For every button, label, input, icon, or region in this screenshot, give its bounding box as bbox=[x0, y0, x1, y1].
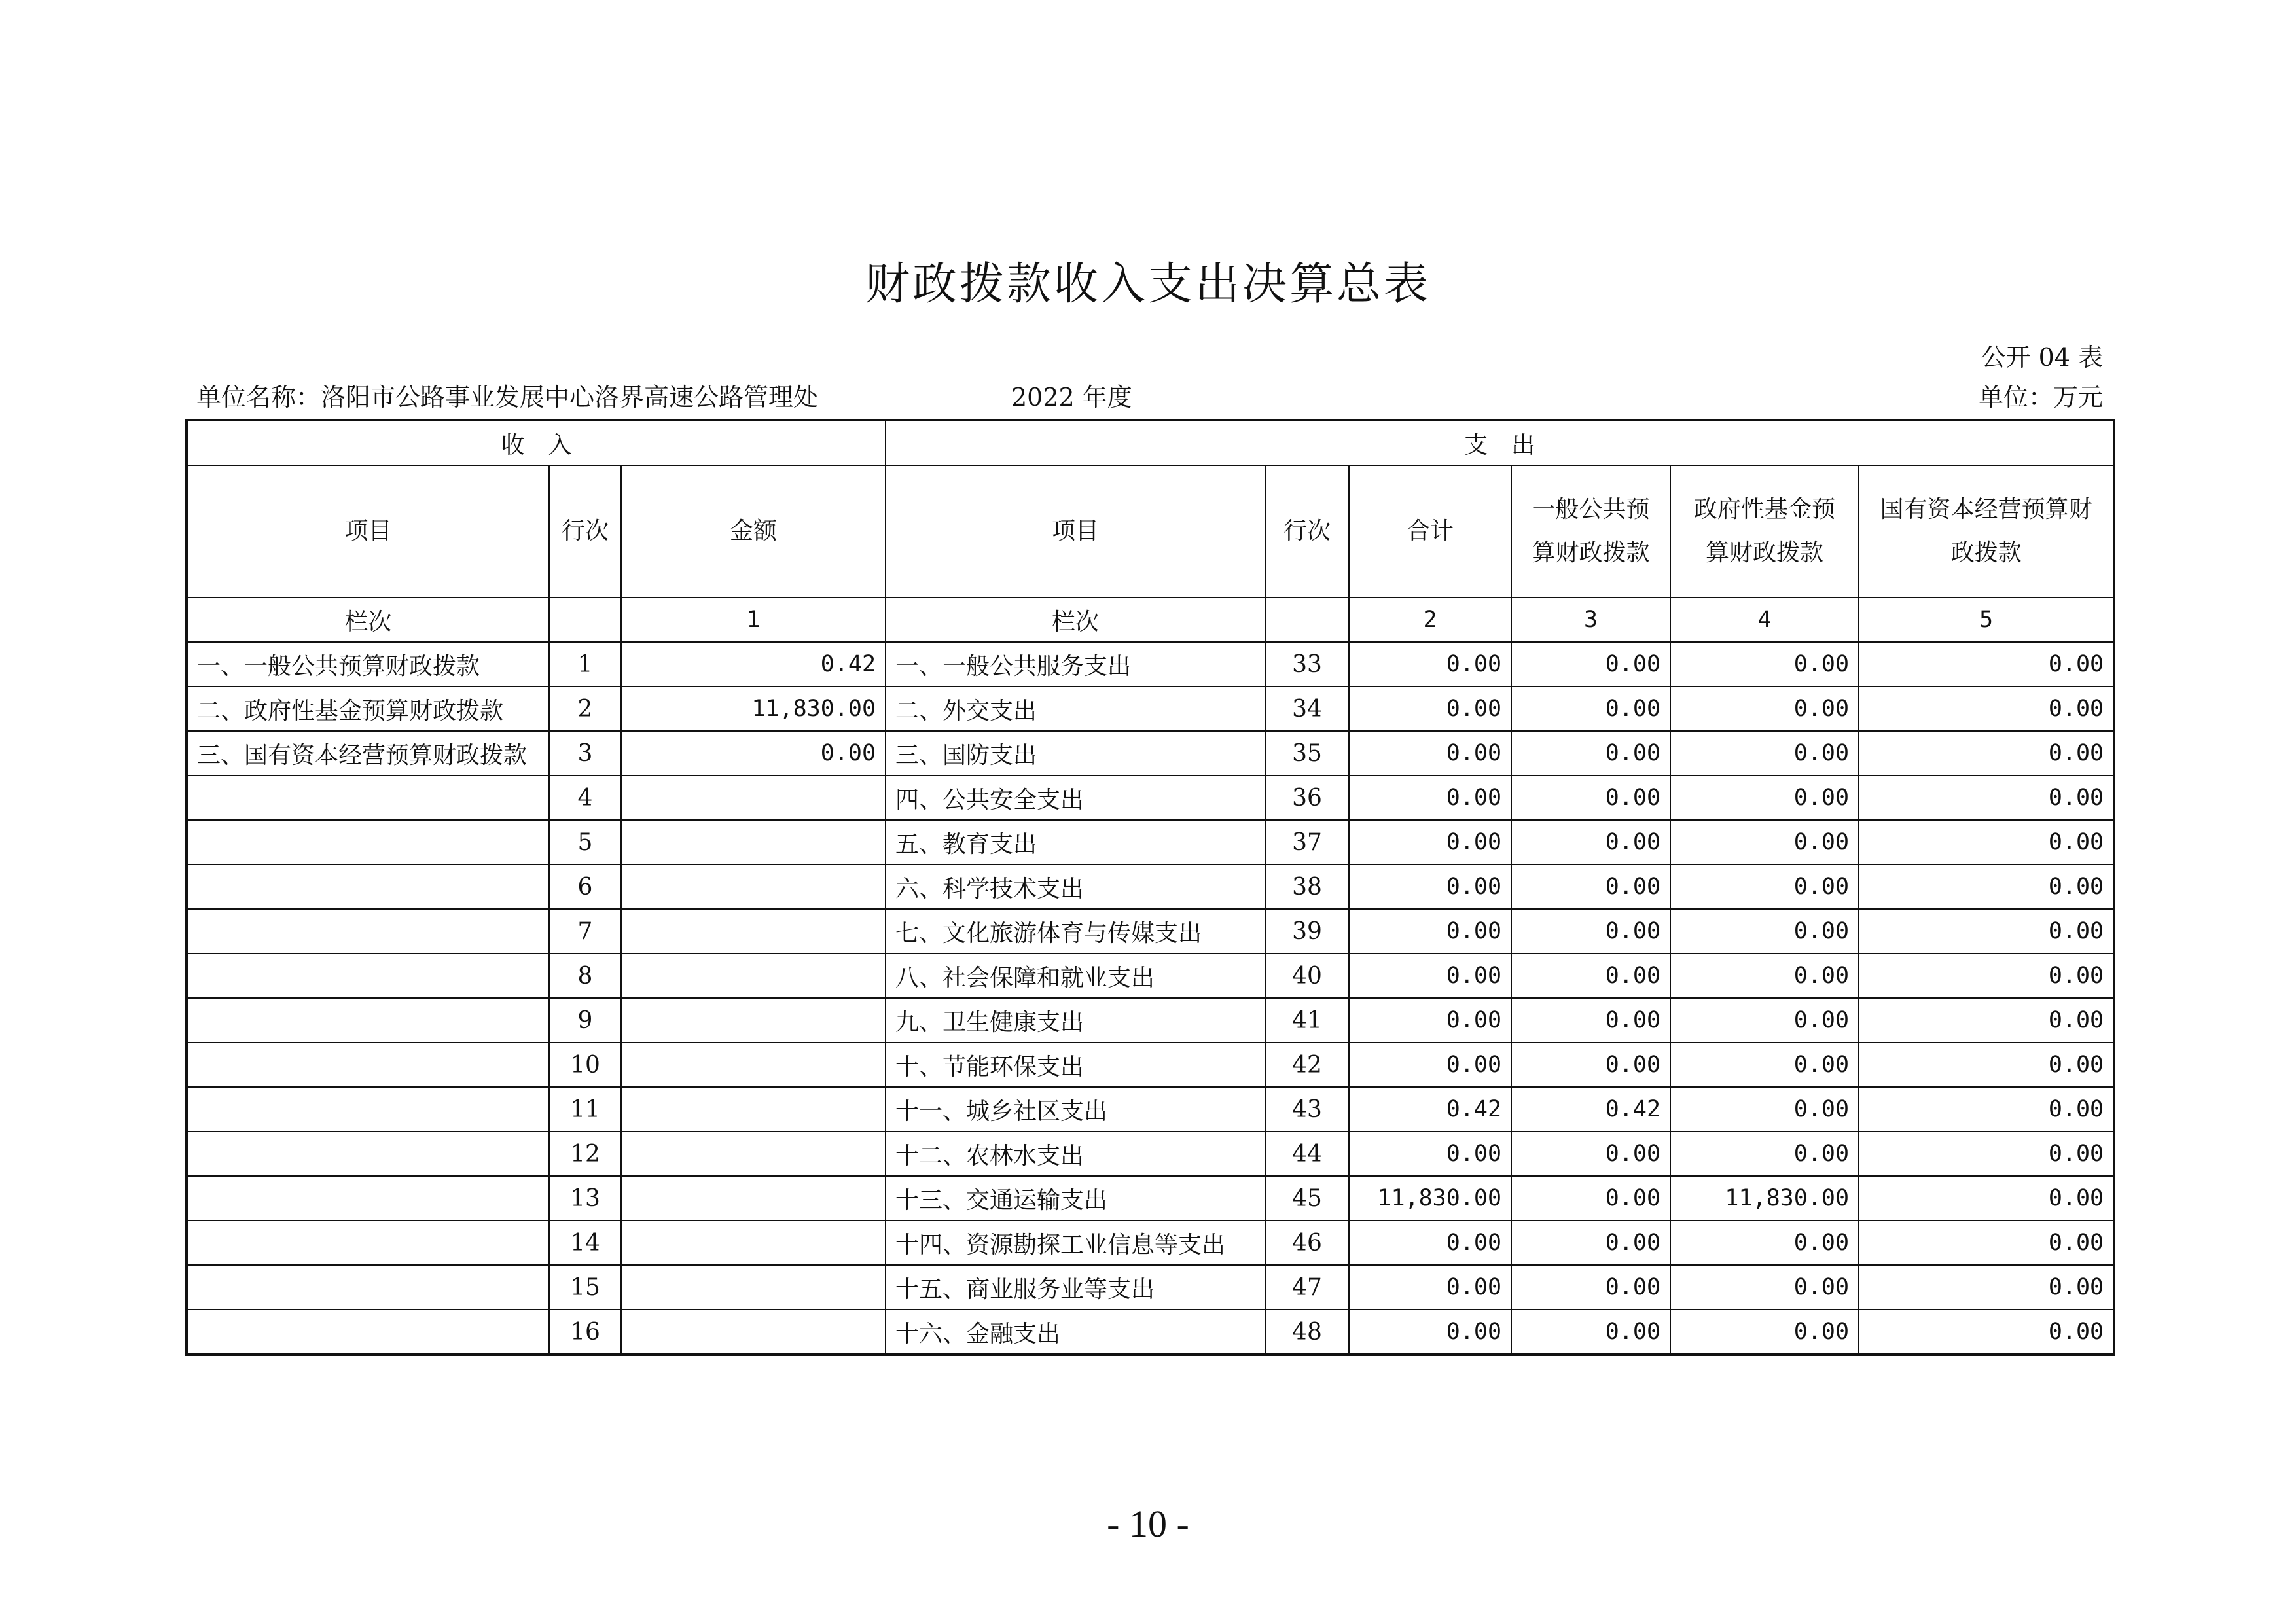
income-line-cell: 2 bbox=[549, 687, 621, 731]
page-number: - 10 - bbox=[1107, 1503, 1189, 1545]
fund-budget-header: 政府性基金预算财政拨款 bbox=[1670, 465, 1859, 597]
fund-budget-cell: 0.00 bbox=[1670, 1132, 1859, 1176]
income-line-cell: 4 bbox=[549, 776, 621, 820]
income-amount-cell bbox=[621, 954, 886, 998]
capital-budget-cell: 0.00 bbox=[1859, 1043, 2114, 1087]
income-line-cell: 3 bbox=[549, 731, 621, 776]
income-amount-cell bbox=[621, 1310, 886, 1355]
column-number-blank bbox=[549, 597, 621, 642]
total-cell: 11,830.00 bbox=[1349, 1176, 1511, 1221]
income-line-cell: 8 bbox=[549, 954, 621, 998]
meta-row bbox=[196, 377, 2103, 410]
income-item-cell bbox=[187, 820, 549, 865]
table-row bbox=[187, 954, 2114, 998]
expense-line-cell: 35 bbox=[1265, 731, 1349, 776]
table-row bbox=[187, 1265, 2114, 1310]
expense-section-header: 支 出 bbox=[886, 420, 2114, 465]
fund-budget-cell: 0.00 bbox=[1670, 1043, 1859, 1087]
income-item-header: 项目 bbox=[187, 465, 549, 597]
total-cell: 0.00 bbox=[1349, 731, 1511, 776]
fund-budget-cell: 0.00 bbox=[1670, 642, 1859, 687]
general-budget-cell: 0.42 bbox=[1511, 1087, 1670, 1132]
expense-item-cell: 十三、交通运输支出 bbox=[886, 1176, 1265, 1221]
income-line-cell: 13 bbox=[549, 1176, 621, 1221]
income-item-cell bbox=[187, 1176, 549, 1221]
income-line-cell: 1 bbox=[549, 642, 621, 687]
capital-budget-cell: 0.00 bbox=[1859, 642, 2114, 687]
income-item-cell bbox=[187, 1221, 549, 1265]
income-line-cell: 11 bbox=[549, 1087, 621, 1132]
expense-item-cell: 十四、资源勘探工业信息等支出 bbox=[886, 1221, 1265, 1265]
income-line-cell: 9 bbox=[549, 998, 621, 1043]
column-number-label: 栏次 bbox=[886, 597, 1265, 642]
general-budget-header: 一般公共预算财政拨款 bbox=[1511, 465, 1670, 597]
table-row bbox=[187, 731, 2114, 776]
fund-budget-cell: 0.00 bbox=[1670, 1310, 1859, 1355]
income-item-cell bbox=[187, 1087, 549, 1132]
table-row bbox=[187, 1310, 2114, 1355]
expense-item-cell: 九、卫生健康支出 bbox=[886, 998, 1265, 1043]
income-item-cell bbox=[187, 909, 549, 954]
column-number-4: 4 bbox=[1670, 597, 1859, 642]
general-budget-cell: 0.00 bbox=[1511, 1221, 1670, 1265]
expense-item-cell: 十、节能环保支出 bbox=[886, 1043, 1265, 1087]
general-budget-cell: 0.00 bbox=[1511, 1176, 1670, 1221]
income-item-cell: 三、国有资本经营预算财政拨款 bbox=[187, 731, 549, 776]
fund-budget-cell: 0.00 bbox=[1670, 731, 1859, 776]
income-amount-cell bbox=[621, 1221, 886, 1265]
total-cell: 0.42 bbox=[1349, 1087, 1511, 1132]
fund-budget-cell: 0.00 bbox=[1670, 776, 1859, 820]
table-row bbox=[187, 687, 2114, 731]
income-amount-cell bbox=[621, 1087, 886, 1132]
total-cell: 0.00 bbox=[1349, 865, 1511, 909]
general-budget-cell: 0.00 bbox=[1511, 776, 1670, 820]
capital-budget-cell: 0.00 bbox=[1859, 1132, 2114, 1176]
column-number-1: 1 bbox=[621, 597, 886, 642]
header-row-sections bbox=[187, 420, 2114, 465]
general-budget-cell: 0.00 bbox=[1511, 998, 1670, 1043]
income-amount-cell: 0.42 bbox=[621, 642, 886, 687]
expense-line-cell: 48 bbox=[1265, 1310, 1349, 1355]
column-number-5: 5 bbox=[1859, 597, 2114, 642]
expense-item-cell: 六、科学技术支出 bbox=[886, 865, 1265, 909]
expense-line-cell: 36 bbox=[1265, 776, 1349, 820]
income-amount-cell: 0.00 bbox=[621, 731, 886, 776]
total-cell: 0.00 bbox=[1349, 820, 1511, 865]
form-number: 公开 04 表 bbox=[1981, 343, 2103, 372]
table-row bbox=[187, 1221, 2114, 1265]
income-amount-cell: 11,830.00 bbox=[621, 687, 886, 731]
capital-budget-cell: 0.00 bbox=[1859, 731, 2114, 776]
fund-budget-cell: 0.00 bbox=[1670, 954, 1859, 998]
expense-item-cell: 十一、城乡社区支出 bbox=[886, 1087, 1265, 1132]
expense-line-cell: 37 bbox=[1265, 820, 1349, 865]
expense-item-cell: 十二、农林水支出 bbox=[886, 1132, 1265, 1176]
expense-item-cell: 二、外交支出 bbox=[886, 687, 1265, 731]
total-header: 合计 bbox=[1349, 465, 1511, 597]
income-amount-cell bbox=[621, 865, 886, 909]
capital-budget-cell: 0.00 bbox=[1859, 1221, 2114, 1265]
column-number-label: 栏次 bbox=[187, 597, 549, 642]
expense-item-cell: 一、一般公共服务支出 bbox=[886, 642, 1265, 687]
fund-budget-cell: 11,830.00 bbox=[1670, 1176, 1859, 1221]
income-item-cell bbox=[187, 1132, 549, 1176]
general-budget-cell: 0.00 bbox=[1511, 865, 1670, 909]
income-item-cell bbox=[187, 1310, 549, 1355]
capital-budget-cell: 0.00 bbox=[1859, 909, 2114, 954]
table-row bbox=[187, 865, 2114, 909]
income-line-cell: 16 bbox=[549, 1310, 621, 1355]
total-cell: 0.00 bbox=[1349, 1221, 1511, 1265]
capital-budget-cell: 0.00 bbox=[1859, 1310, 2114, 1355]
table-row bbox=[187, 1087, 2114, 1132]
capital-budget-cell: 0.00 bbox=[1859, 998, 2114, 1043]
general-budget-cell: 0.00 bbox=[1511, 1310, 1670, 1355]
fund-budget-cell: 0.00 bbox=[1670, 1221, 1859, 1265]
expense-line-cell: 33 bbox=[1265, 642, 1349, 687]
general-budget-cell: 0.00 bbox=[1511, 731, 1670, 776]
fund-budget-cell: 0.00 bbox=[1670, 909, 1859, 954]
total-cell: 0.00 bbox=[1349, 1043, 1511, 1087]
general-budget-cell: 0.00 bbox=[1511, 642, 1670, 687]
income-item-cell: 一、一般公共预算财政拨款 bbox=[187, 642, 549, 687]
income-line-cell: 7 bbox=[549, 909, 621, 954]
expense-line-cell: 38 bbox=[1265, 865, 1349, 909]
income-amount-cell bbox=[621, 909, 886, 954]
table-row bbox=[187, 776, 2114, 820]
fund-budget-cell: 0.00 bbox=[1670, 820, 1859, 865]
table-row bbox=[187, 820, 2114, 865]
total-cell: 0.00 bbox=[1349, 1132, 1511, 1176]
expense-item-cell: 八、社会保障和就业支出 bbox=[886, 954, 1265, 998]
income-item-cell bbox=[187, 865, 549, 909]
table-row bbox=[187, 909, 2114, 954]
expense-line-cell: 47 bbox=[1265, 1265, 1349, 1310]
income-amount-cell bbox=[621, 1043, 886, 1087]
page-title: 财政拨款收入支出决算总表 bbox=[865, 259, 1431, 310]
income-line-cell: 12 bbox=[549, 1132, 621, 1176]
expense-item-header: 项目 bbox=[886, 465, 1265, 597]
income-item-cell bbox=[187, 954, 549, 998]
table-row bbox=[187, 642, 2114, 687]
income-amount-header: 金额 bbox=[621, 465, 886, 597]
income-item-cell bbox=[187, 998, 549, 1043]
total-cell: 0.00 bbox=[1349, 776, 1511, 820]
fund-budget-cell: 0.00 bbox=[1670, 687, 1859, 731]
total-cell: 0.00 bbox=[1349, 642, 1511, 687]
column-number-row bbox=[187, 597, 2114, 642]
income-line-header: 行次 bbox=[549, 465, 621, 597]
income-amount-cell bbox=[621, 1176, 886, 1221]
general-budget-cell: 0.00 bbox=[1511, 954, 1670, 998]
general-budget-cell: 0.00 bbox=[1511, 1043, 1670, 1087]
capital-budget-cell: 0.00 bbox=[1859, 1176, 2114, 1221]
income-line-cell: 6 bbox=[549, 865, 621, 909]
expense-item-cell: 七、文化旅游体育与传媒支出 bbox=[886, 909, 1265, 954]
income-item-cell bbox=[187, 1265, 549, 1310]
income-item-cell bbox=[187, 776, 549, 820]
capital-budget-cell: 0.00 bbox=[1859, 820, 2114, 865]
income-amount-cell bbox=[621, 1132, 886, 1176]
total-cell: 0.00 bbox=[1349, 687, 1511, 731]
expense-item-cell: 三、国防支出 bbox=[886, 731, 1265, 776]
table-row bbox=[187, 1132, 2114, 1176]
total-cell: 0.00 bbox=[1349, 998, 1511, 1043]
fund-budget-cell: 0.00 bbox=[1670, 1265, 1859, 1310]
income-amount-cell bbox=[621, 1265, 886, 1310]
total-cell: 0.00 bbox=[1349, 1265, 1511, 1310]
table-row bbox=[187, 998, 2114, 1043]
table-row bbox=[187, 1043, 2114, 1087]
expense-item-cell: 五、教育支出 bbox=[886, 820, 1265, 865]
fund-budget-cell: 0.00 bbox=[1670, 865, 1859, 909]
expense-item-cell: 四、公共安全支出 bbox=[886, 776, 1265, 820]
expense-line-cell: 41 bbox=[1265, 998, 1349, 1043]
income-line-cell: 10 bbox=[549, 1043, 621, 1087]
general-budget-cell: 0.00 bbox=[1511, 1132, 1670, 1176]
income-amount-cell bbox=[621, 820, 886, 865]
header-row-columns bbox=[187, 465, 2114, 597]
total-cell: 0.00 bbox=[1349, 1310, 1511, 1355]
budget-table bbox=[185, 419, 2115, 1356]
total-cell: 0.00 bbox=[1349, 909, 1511, 954]
expense-line-cell: 43 bbox=[1265, 1087, 1349, 1132]
general-budget-cell: 0.00 bbox=[1511, 909, 1670, 954]
column-number-blank bbox=[1265, 597, 1349, 642]
expense-line-cell: 46 bbox=[1265, 1221, 1349, 1265]
column-number-2: 2 bbox=[1349, 597, 1511, 642]
fund-budget-cell: 0.00 bbox=[1670, 998, 1859, 1043]
income-section-header: 收 入 bbox=[187, 420, 886, 465]
expense-line-cell: 40 bbox=[1265, 954, 1349, 998]
capital-budget-cell: 0.00 bbox=[1859, 1087, 2114, 1132]
capital-budget-header: 国有资本经营预算财政拨款 bbox=[1859, 465, 2114, 597]
capital-budget-cell: 0.00 bbox=[1859, 954, 2114, 998]
currency-unit: 单位：万元 bbox=[1978, 383, 2103, 412]
income-line-cell: 15 bbox=[549, 1265, 621, 1310]
income-amount-cell bbox=[621, 998, 886, 1043]
fiscal-year: 2022 年度 bbox=[1011, 383, 1132, 412]
expense-line-cell: 45 bbox=[1265, 1176, 1349, 1221]
capital-budget-cell: 0.00 bbox=[1859, 1265, 2114, 1310]
column-number-3: 3 bbox=[1511, 597, 1670, 642]
income-line-cell: 5 bbox=[549, 820, 621, 865]
capital-budget-cell: 0.00 bbox=[1859, 865, 2114, 909]
income-amount-cell bbox=[621, 776, 886, 820]
general-budget-cell: 0.00 bbox=[1511, 1265, 1670, 1310]
fund-budget-cell: 0.00 bbox=[1670, 1087, 1859, 1132]
expense-item-cell: 十六、金融支出 bbox=[886, 1310, 1265, 1355]
income-line-cell: 14 bbox=[549, 1221, 621, 1265]
expense-line-cell: 39 bbox=[1265, 909, 1349, 954]
general-budget-cell: 0.00 bbox=[1511, 820, 1670, 865]
table-row bbox=[187, 1176, 2114, 1221]
expense-line-cell: 34 bbox=[1265, 687, 1349, 731]
income-item-cell bbox=[187, 1043, 549, 1087]
capital-budget-cell: 0.00 bbox=[1859, 687, 2114, 731]
expense-line-header: 行次 bbox=[1265, 465, 1349, 597]
unit-name: 单位名称：洛阳市公路事业发展中心洛界高速公路管理处 bbox=[196, 383, 819, 412]
general-budget-cell: 0.00 bbox=[1511, 687, 1670, 731]
expense-line-cell: 44 bbox=[1265, 1132, 1349, 1176]
expense-line-cell: 42 bbox=[1265, 1043, 1349, 1087]
expense-item-cell: 十五、商业服务业等支出 bbox=[886, 1265, 1265, 1310]
total-cell: 0.00 bbox=[1349, 954, 1511, 998]
capital-budget-cell: 0.00 bbox=[1859, 776, 2114, 820]
income-item-cell: 二、政府性基金预算财政拨款 bbox=[187, 687, 549, 731]
